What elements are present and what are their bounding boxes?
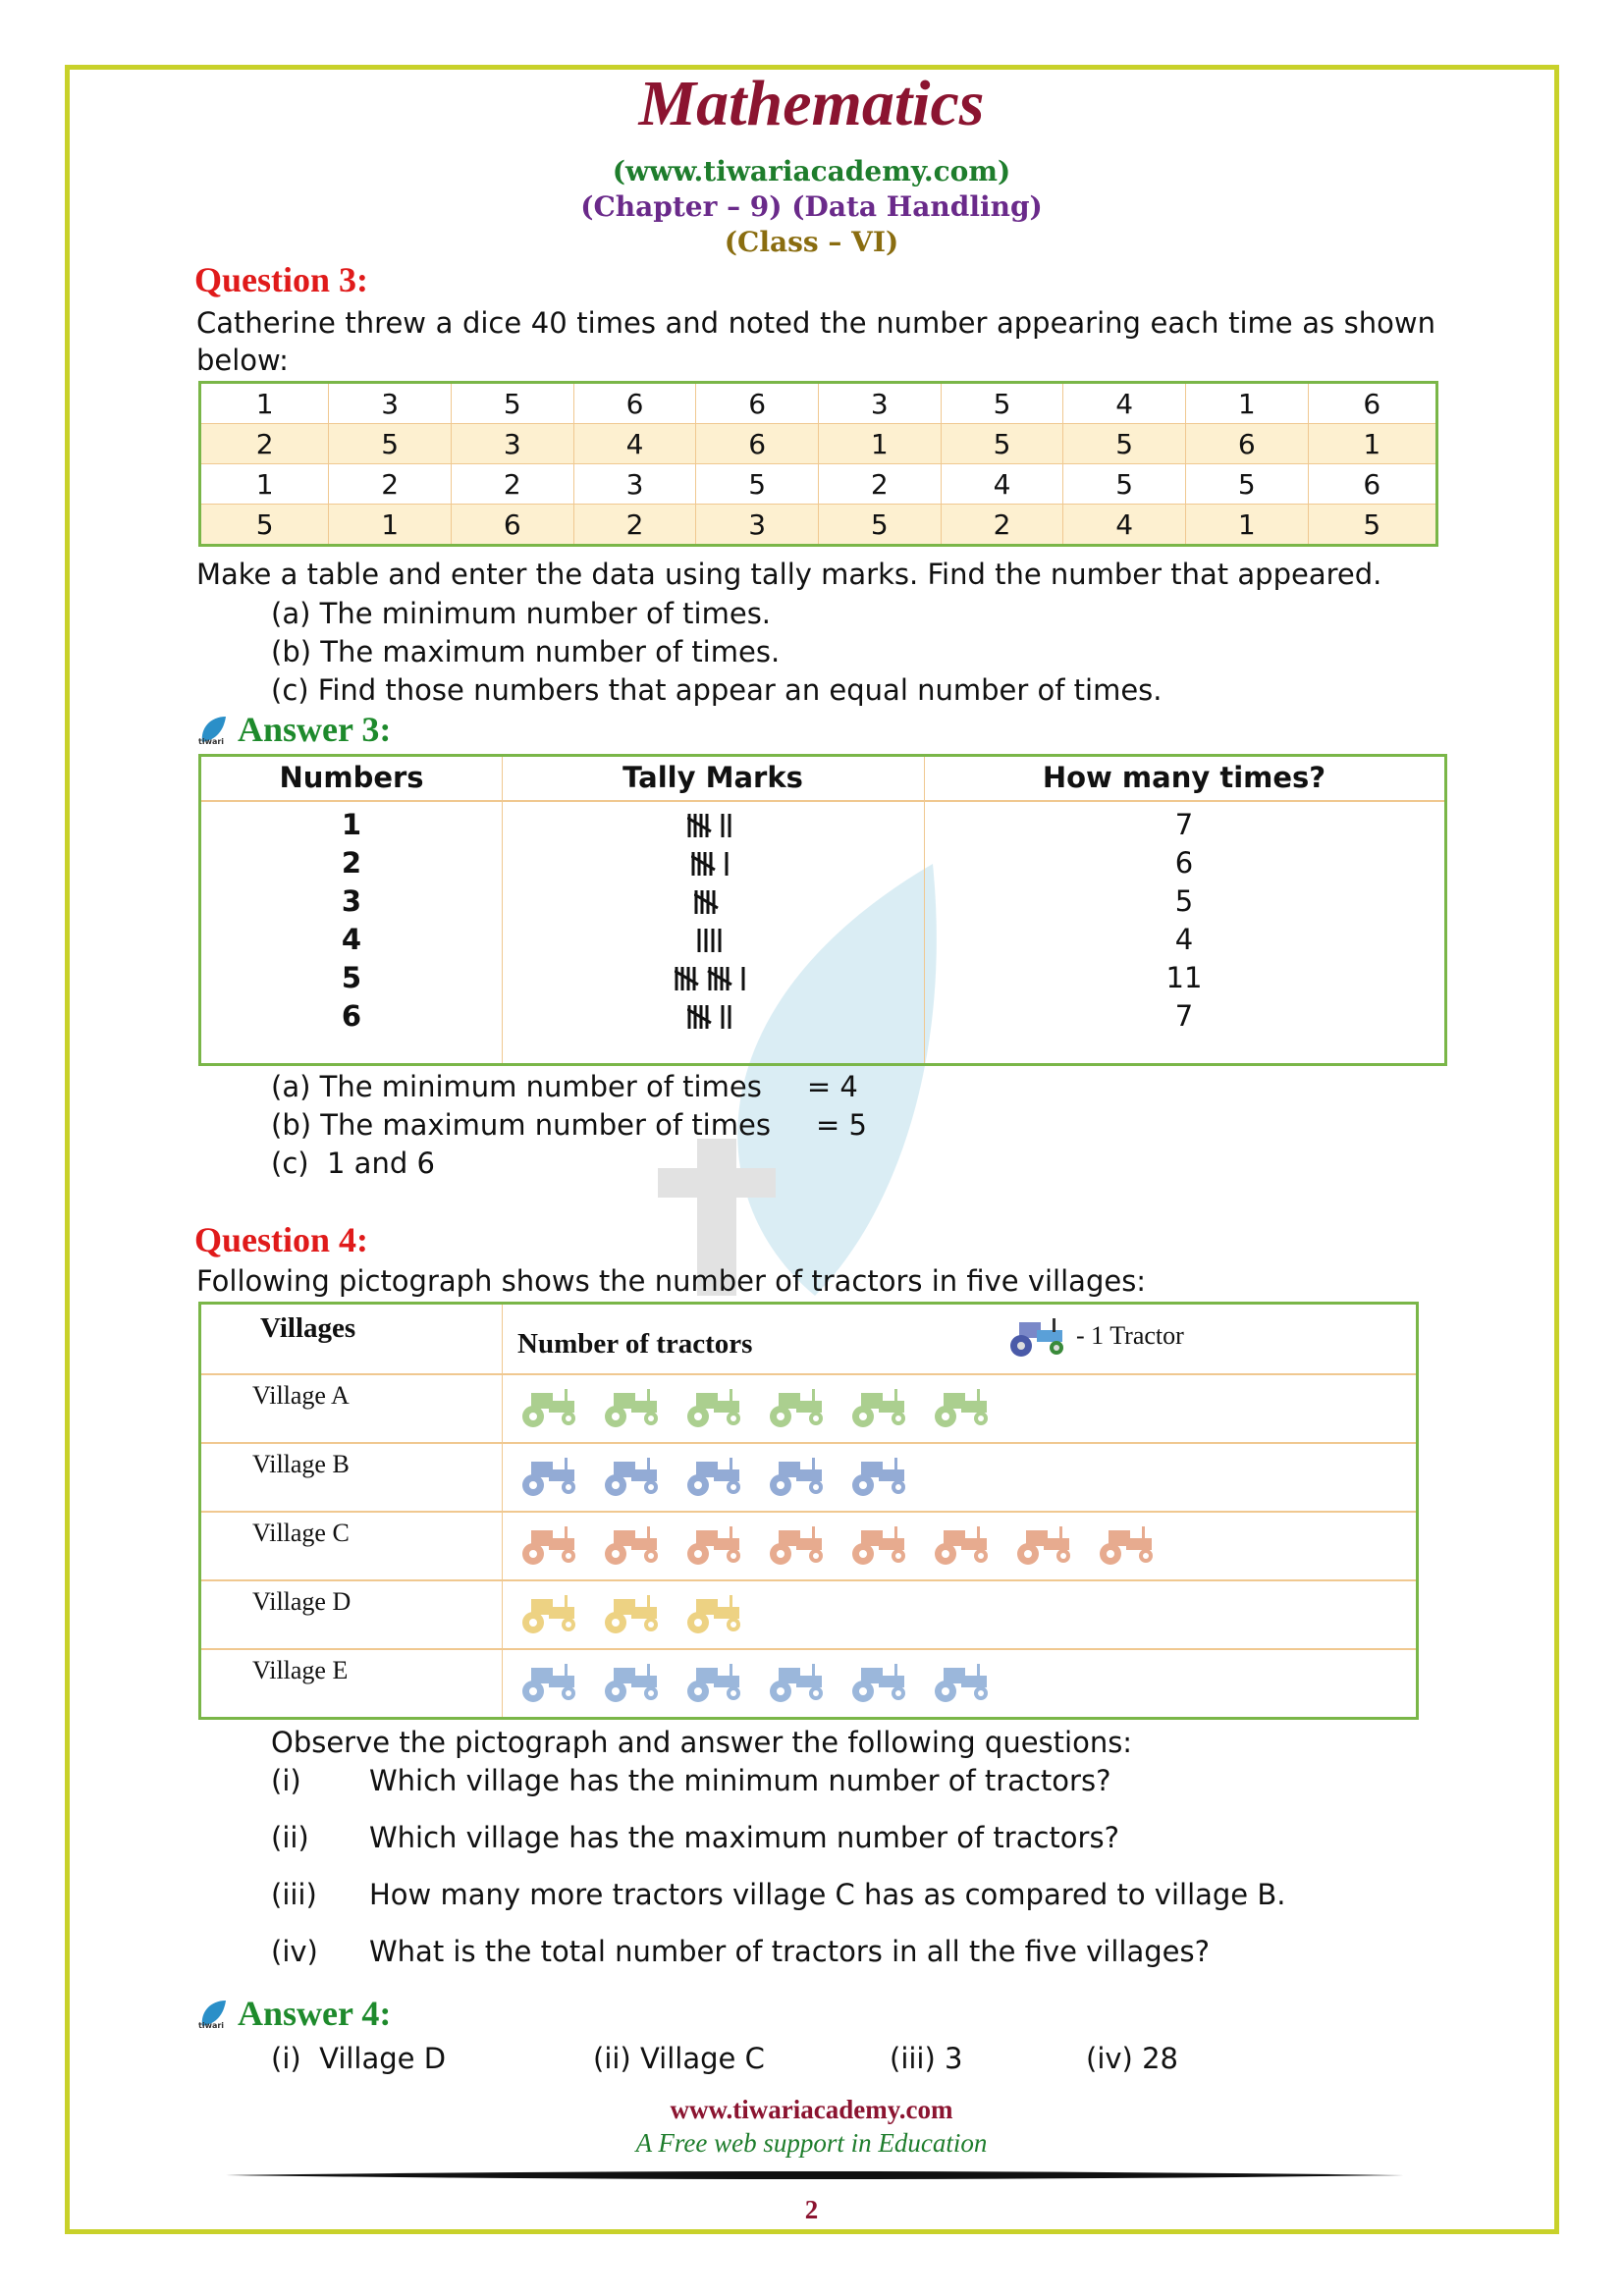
- page-number: 2: [804, 2195, 819, 2224]
- question-4-item-text: How many more tractors village C has as compared to village B.: [369, 1878, 1286, 1911]
- answer-4-label: Answer 4:: [238, 1994, 392, 2033]
- dice-row: [200, 424, 1437, 464]
- tractor-icon: [596, 1660, 665, 1703]
- dice-cell: 3: [329, 383, 452, 424]
- question-4-item: [271, 1878, 1285, 1911]
- answer-3-result-c: (c) 1 and 6: [271, 1147, 435, 1180]
- village-name: Village A: [252, 1381, 350, 1410]
- dice-cell: 6: [1186, 424, 1309, 464]
- answer-4-iii: (iii) 3: [890, 2042, 963, 2075]
- tractor-icon: [596, 1591, 665, 1634]
- question-4-intro: Following pictograph shows the number of tractors in five villages:: [196, 1264, 1147, 1298]
- village-name: Village E: [252, 1656, 349, 1684]
- pictograph-key-label: - 1 Tractor: [1076, 1321, 1184, 1350]
- question-4-item-text: Which village has the minimum number of tractors?: [369, 1764, 1111, 1797]
- dice-cell: 4: [573, 424, 696, 464]
- question-3-intro-line-1: Catherine threw a dice 40 times and noted the number appearing each time as shown: [196, 306, 1435, 340]
- question-4-heading: Question 4:: [194, 1220, 369, 1259]
- question-4-item-text: What is the total number of tractors in all the five villages?: [369, 1935, 1210, 1968]
- dice-cell: 4: [941, 464, 1063, 505]
- times-value: 6: [1174, 846, 1194, 880]
- times-values: [924, 806, 1444, 1036]
- tractor-icon: [596, 1522, 665, 1566]
- dice-cell: 6: [573, 383, 696, 424]
- dice-cell: 2: [941, 505, 1063, 546]
- villages-column-header: Villages: [260, 1312, 356, 1344]
- tractor-icon: [843, 1385, 912, 1428]
- tractor-icon: [514, 1522, 582, 1566]
- dice-cell: 4: [1063, 505, 1186, 546]
- number-value: 1: [341, 808, 362, 841]
- chapter-subtitle: (Chapter – 9) (Data Handling): [580, 190, 1043, 223]
- tally-values: [502, 806, 924, 1036]
- tally-mark: [502, 921, 924, 959]
- number-value: 2: [341, 846, 362, 880]
- answer-3-label: Answer 3:: [238, 710, 392, 749]
- answer-4-iv: (iv) 28: [1086, 2042, 1178, 2075]
- question-3-heading: Question 3:: [194, 260, 369, 299]
- number-value: 5: [341, 961, 362, 994]
- pictograph-row-divider: [201, 1373, 1416, 1375]
- svg-text:tiwari: tiwari: [198, 2021, 225, 2030]
- numbers-column-header: Numbers: [279, 761, 424, 794]
- tractor-icon: [761, 1660, 830, 1703]
- tractor-icon: [514, 1591, 582, 1634]
- tally-mark: [502, 882, 924, 921]
- answer-4-heading: [196, 1993, 391, 2034]
- dice-row: [200, 505, 1437, 546]
- question-3-intro-line-2: below:: [196, 344, 289, 377]
- tractor-icon: [678, 1385, 747, 1428]
- question-3-part-c: (c) Find those numbers that appear an equal number of times.: [271, 673, 1163, 707]
- tiwari-logo-icon: [196, 1997, 230, 2030]
- page-title: Mathematics: [638, 68, 985, 139]
- tally-column-header: Tally Marks: [622, 761, 803, 794]
- number-value: 4: [341, 923, 362, 956]
- tractor-icon: [926, 1522, 995, 1566]
- footer-divider: [226, 2169, 1404, 2181]
- tractor-pictograph: [198, 1302, 1419, 1720]
- tractor-icon: [843, 1522, 912, 1566]
- dice-cell: 3: [573, 464, 696, 505]
- dice-cell: 5: [818, 505, 941, 546]
- tractor-icon: [1008, 1522, 1077, 1566]
- question-4-observe: Observe the pictograph and answer the following questions:: [271, 1726, 1133, 1759]
- question-4-item: [271, 1821, 1119, 1854]
- tractor-icon: [678, 1522, 747, 1566]
- dice-cell: 2: [573, 505, 696, 546]
- dice-cell: 1: [818, 424, 941, 464]
- dice-cell: 2: [818, 464, 941, 505]
- question-4-item: [271, 1935, 1210, 1968]
- dice-cell: 1: [200, 464, 329, 505]
- pictograph-key: [1001, 1314, 1184, 1358]
- dice-cell: 5: [329, 424, 452, 464]
- tally-mark: [502, 997, 924, 1036]
- dice-cell: 1: [1308, 424, 1436, 464]
- dice-cell: 3: [818, 383, 941, 424]
- dice-cell: 1: [329, 505, 452, 546]
- dice-cell: 2: [200, 424, 329, 464]
- times-value: 5: [1174, 884, 1194, 918]
- dice-cell: 5: [1186, 464, 1309, 505]
- question-4-item: [271, 1764, 1110, 1797]
- times-value: 7: [1174, 999, 1194, 1033]
- village-name: Village D: [252, 1587, 352, 1616]
- dice-cell: 2: [451, 464, 573, 505]
- numbers-values: [201, 806, 502, 1036]
- dice-cell: 5: [200, 505, 329, 546]
- tractor-icon: [843, 1660, 912, 1703]
- answer-3-result-a: (a) The minimum number of times = 4: [271, 1070, 858, 1103]
- tally-mark: [502, 806, 924, 844]
- dice-cell: 5: [1308, 505, 1436, 546]
- pictograph-row-divider: [201, 1511, 1416, 1513]
- times-value: 11: [1165, 961, 1203, 994]
- tally-mark: [502, 844, 924, 882]
- tiwari-logo-icon: [196, 713, 230, 746]
- dice-cell: 6: [451, 505, 573, 546]
- number-value: 3: [341, 884, 362, 918]
- tractor-icon: [843, 1454, 912, 1497]
- tractor-icon: [1091, 1522, 1160, 1566]
- dice-cell: 6: [1308, 383, 1436, 424]
- question-4-item-text: Which village has the maximum number of tractors?: [369, 1821, 1119, 1854]
- tractors-column-header: Number of tractors: [517, 1328, 753, 1360]
- answer-4-i: (i) Village D: [271, 2042, 447, 2075]
- dice-results-table: [198, 381, 1438, 547]
- tractor-icon: [761, 1385, 830, 1428]
- dice-cell: 4: [1063, 383, 1186, 424]
- website-subtitle: (www.tiwariacademy.com): [612, 155, 1011, 187]
- village-tractor-row: [514, 1454, 912, 1497]
- question-4-item-number: (iii): [271, 1878, 317, 1911]
- question-3-part-b: (b) The maximum number of times.: [271, 635, 781, 668]
- dice-cell: 3: [451, 424, 573, 464]
- question-3-instruction: Make a table and enter the data using tally marks. Find the number that appeared.: [196, 558, 1382, 591]
- tractor-icon: [926, 1385, 995, 1428]
- tractor-icon: [761, 1454, 830, 1497]
- dice-cell: 5: [1063, 424, 1186, 464]
- tractor-icon: [761, 1522, 830, 1566]
- pictograph-row-divider: [201, 1579, 1416, 1581]
- tractor-icon: [514, 1660, 582, 1703]
- question-4-item-number: (i): [271, 1764, 301, 1797]
- dice-cell: 1: [1186, 505, 1309, 546]
- tally-table: [198, 754, 1447, 1066]
- class-subtitle: (Class – VI): [724, 226, 899, 258]
- question-3-part-a: (a) The minimum number of times.: [271, 597, 772, 630]
- answer-4-ii: (ii) Village C: [593, 2042, 765, 2075]
- dice-cell: 1: [1186, 383, 1309, 424]
- pictograph-row-divider: [201, 1648, 1416, 1650]
- village-tractor-row: [514, 1385, 995, 1428]
- tractor-icon: [678, 1660, 747, 1703]
- tractor-icon: [678, 1454, 747, 1497]
- tractor-icon: [514, 1385, 582, 1428]
- dice-cell: 5: [451, 383, 573, 424]
- footer-website[interactable]: www.tiwariacademy.com: [670, 2095, 953, 2124]
- village-name: Village C: [252, 1519, 350, 1547]
- tractor-icon: [678, 1591, 747, 1634]
- dice-cell: 6: [1308, 464, 1436, 505]
- dice-row: [200, 383, 1437, 424]
- tractor-icon: [514, 1454, 582, 1497]
- number-value: 6: [341, 999, 362, 1033]
- times-column-header: How many times?: [1042, 761, 1326, 794]
- question-4-item-number: (iv): [271, 1935, 318, 1968]
- tractor-icon: [596, 1385, 665, 1428]
- dice-row: [200, 464, 1437, 505]
- times-value: 4: [1174, 923, 1194, 956]
- dice-cell: 6: [696, 383, 819, 424]
- dice-cell: 5: [1063, 464, 1186, 505]
- dice-cell: 5: [941, 383, 1063, 424]
- tally-mark: [502, 959, 924, 997]
- village-tractor-row: [514, 1660, 995, 1703]
- village-tractor-row: [514, 1522, 1160, 1566]
- tractor-icon: [926, 1660, 995, 1703]
- dice-cell: 5: [941, 424, 1063, 464]
- tractor-key-icon: [1001, 1314, 1070, 1358]
- times-value: 7: [1174, 808, 1194, 841]
- pictograph-row-divider: [201, 1442, 1416, 1444]
- footer-tagline: A Free web support in Education: [635, 2128, 988, 2158]
- tractor-icon: [596, 1454, 665, 1497]
- answer-3-result-b: (b) The maximum number of times = 5: [271, 1108, 868, 1142]
- dice-cell: 5: [696, 464, 819, 505]
- dice-cell: 6: [696, 424, 819, 464]
- answer-3-heading: [196, 709, 391, 750]
- dice-cell: 1: [200, 383, 329, 424]
- dice-cell: 2: [329, 464, 452, 505]
- question-4-item-number: (ii): [271, 1821, 309, 1854]
- dice-cell: 3: [696, 505, 819, 546]
- svg-text:tiwari: tiwari: [198, 737, 225, 746]
- village-name: Village B: [252, 1450, 350, 1478]
- village-tractor-row: [514, 1591, 747, 1634]
